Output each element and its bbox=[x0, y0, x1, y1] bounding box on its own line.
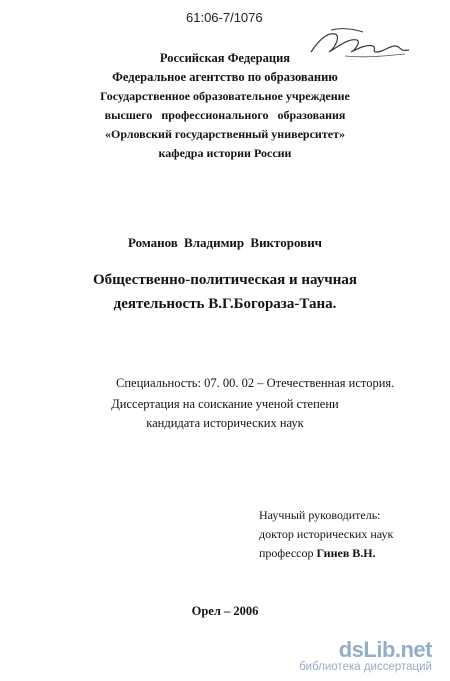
supervisor-label: Научный руководитель: bbox=[259, 508, 381, 522]
supervisor-name: Гинев В.Н. bbox=[316, 546, 376, 560]
institution-university: «Орловский государственный университет» bbox=[105, 127, 345, 141]
document-code: 61:06-7/1076 bbox=[186, 10, 263, 25]
thesis-title-line-1: Общественно-политическая и научная bbox=[93, 272, 357, 288]
supervisor-degree: доктор исторических наук bbox=[259, 527, 394, 541]
specialty-line: Специальность: 07. 00. 02 – Отечественная история. bbox=[116, 376, 395, 390]
dissertation-line-1: Диссертация на соискание ученой степени bbox=[111, 397, 339, 411]
watermark-subtitle: библиотека диссертаций bbox=[299, 661, 432, 673]
dissertation-line-2: кандидата исторических наук bbox=[146, 416, 304, 430]
watermark-brand: dsLib.net bbox=[338, 637, 432, 662]
institution-line-3: Государственное образовательное учреждение bbox=[100, 89, 350, 103]
supervisor-rank: профессор bbox=[259, 546, 317, 560]
institution-department: кафедра истории России bbox=[158, 146, 292, 160]
thesis-title-line-2: деятельность В.Г.Богораза-Тана. bbox=[113, 296, 337, 312]
city-year: Орел – 2006 bbox=[191, 604, 259, 618]
author-name: Романов Владимир Викторович bbox=[127, 235, 323, 250]
supervisor-name-line bbox=[259, 546, 376, 561]
institution-country: Российская Федерация bbox=[159, 51, 291, 65]
institution-line-4: высшего профессионального образования bbox=[104, 108, 346, 122]
institution-agency: Федеральное агентство по образованию bbox=[112, 70, 338, 84]
